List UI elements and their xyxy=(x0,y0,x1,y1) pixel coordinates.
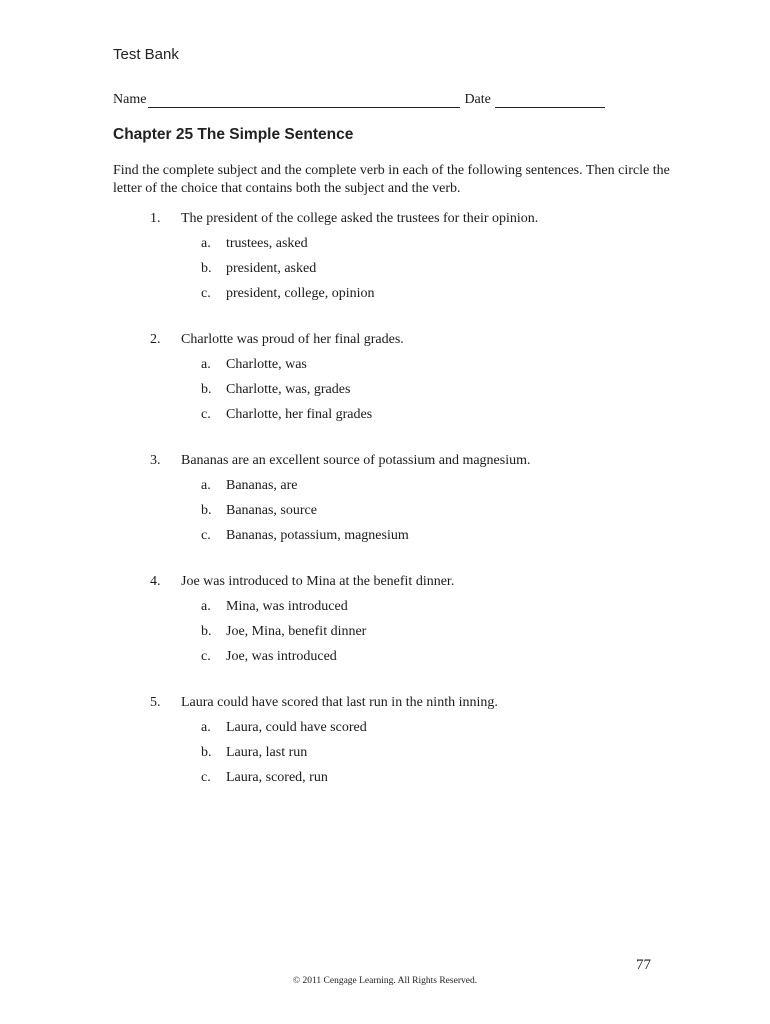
question-number: 4. xyxy=(150,574,161,589)
question-text: Laura could have scored that last run in the ninth inning. xyxy=(181,695,498,710)
date-label: Date xyxy=(464,92,491,107)
name-field[interactable] xyxy=(148,93,460,108)
choice-text: Laura, could have scored xyxy=(226,720,367,735)
question-number: 5. xyxy=(150,695,161,710)
choice-1a[interactable] xyxy=(150,235,670,260)
choice-text: Joe, Mina, benefit dinner xyxy=(226,624,367,639)
choice-letter: b. xyxy=(201,261,212,276)
name-label: Name xyxy=(113,92,147,107)
name-date-row xyxy=(113,92,605,108)
choice-text: Mina, was introduced xyxy=(226,599,348,614)
chapter-title: Chapter 25 The Simple Sentence xyxy=(113,126,354,143)
instructions: Find the complete subject and the complete verb in each of the following sentences. Then circle the letter of the choice that contains both the subject and the verb. xyxy=(113,163,670,196)
choice-4c[interactable] xyxy=(150,648,670,673)
choice-4a[interactable] xyxy=(150,598,670,623)
copyright-footer: © 2011 Cengage Learning. All Rights Reserved. xyxy=(292,976,478,986)
choice-letter: b. xyxy=(201,624,212,639)
question-text: Joe was introduced to Mina at the benefit dinner. xyxy=(181,574,455,589)
choice-2c[interactable] xyxy=(150,406,670,431)
choice-text: Laura, scored, run xyxy=(226,770,328,785)
choice-letter: a. xyxy=(201,357,211,372)
choice-3c[interactable] xyxy=(150,527,670,552)
choice-1b[interactable] xyxy=(150,260,670,285)
choice-2a[interactable] xyxy=(150,356,670,381)
question-3 xyxy=(150,452,670,552)
question-2 xyxy=(150,331,670,431)
question-4 xyxy=(150,573,670,673)
question-number: 1. xyxy=(150,211,161,226)
choice-letter: a. xyxy=(201,478,211,493)
question-stem xyxy=(150,694,670,719)
choice-text: Laura, last run xyxy=(226,745,308,760)
choice-text: president, college, opinion xyxy=(226,286,375,301)
choice-letter: b. xyxy=(201,745,212,760)
choice-letter: a. xyxy=(201,236,211,251)
question-stem xyxy=(150,573,670,598)
choice-3b[interactable] xyxy=(150,502,670,527)
choice-letter: c. xyxy=(201,770,211,785)
choice-text: Joe, was introduced xyxy=(226,649,337,664)
choice-text: Charlotte, was xyxy=(226,357,307,372)
question-number: 2. xyxy=(150,332,161,347)
question-list xyxy=(150,210,670,815)
choice-letter: c. xyxy=(201,407,211,422)
choice-letter: a. xyxy=(201,599,211,614)
choice-text: Bananas, potassium, magnesium xyxy=(226,528,409,543)
question-text: Charlotte was proud of her final grades. xyxy=(181,332,404,347)
choice-2b[interactable] xyxy=(150,381,670,406)
choice-5c[interactable] xyxy=(150,769,670,794)
question-stem xyxy=(150,452,670,477)
page-number: 77 xyxy=(636,957,651,973)
choice-text: Charlotte, her final grades xyxy=(226,407,373,422)
choice-letter: b. xyxy=(201,503,212,518)
choice-3a[interactable] xyxy=(150,477,670,502)
choice-letter: b. xyxy=(201,382,212,397)
choice-1c[interactable] xyxy=(150,285,670,310)
choice-4b[interactable] xyxy=(150,623,670,648)
question-number: 3. xyxy=(150,453,161,468)
choice-letter: c. xyxy=(201,528,211,543)
choice-text: Bananas, are xyxy=(226,478,298,493)
question-stem xyxy=(150,331,670,356)
question-1 xyxy=(150,210,670,310)
question-5 xyxy=(150,694,670,794)
choice-5b[interactable] xyxy=(150,744,670,769)
choice-5a[interactable] xyxy=(150,719,670,744)
question-text: Bananas are an excellent source of potassium and magnesium. xyxy=(181,453,531,468)
choice-letter: c. xyxy=(201,286,211,301)
question-stem xyxy=(150,210,670,235)
choice-text: Charlotte, was, grades xyxy=(226,382,351,397)
choice-letter: a. xyxy=(201,720,211,735)
question-text: The president of the college asked the trustees for their opinion. xyxy=(181,211,539,226)
choice-letter: c. xyxy=(201,649,211,664)
choice-text: president, asked xyxy=(226,261,317,276)
choice-text: trustees, asked xyxy=(226,236,308,251)
date-field[interactable] xyxy=(495,93,605,108)
header-label: Test Bank xyxy=(113,46,179,63)
choice-text: Bananas, source xyxy=(226,503,317,518)
